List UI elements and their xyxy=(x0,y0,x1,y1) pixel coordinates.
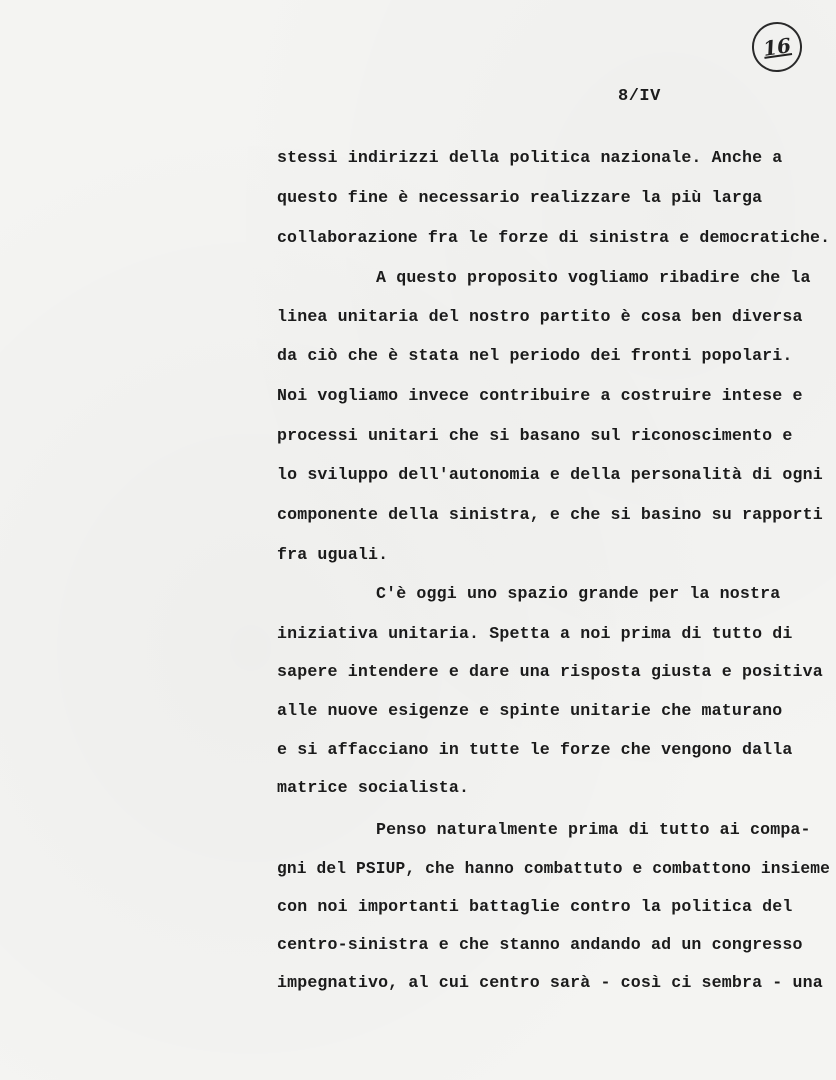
text-line: alle nuove esigenze e spinte unitarie che maturano xyxy=(277,701,783,720)
text-line: iniziativa unitaria. Spetta a noi prima di tutto di xyxy=(277,624,793,643)
text-line: gni del PSIUP, che hanno combattuto e combattono insieme xyxy=(277,859,831,878)
text-line: componente della sinistra, e che si basino su rapporti xyxy=(277,505,823,524)
text-line: stessi indirizzi della politica nazionale. Anche a xyxy=(277,148,783,167)
folio-stamp xyxy=(749,19,805,75)
folio-number: 16 xyxy=(761,33,793,61)
text-line: collaborazione fra le forze di sinistra e democratiche. xyxy=(277,228,831,247)
text-line: centro-sinistra e che stanno andando ad un congresso xyxy=(277,935,803,954)
text-line: linea unitaria del nostro partito è cosa ben diversa xyxy=(277,307,803,326)
text-line: matrice socialista. xyxy=(277,778,470,797)
text-line: lo sviluppo dell'autonomia e della personalità di ogni xyxy=(277,465,823,484)
text-line: e si affacciano in tutte le forze che vengono dalla xyxy=(277,740,793,759)
text-line: impegnativo, al cui centro sarà - così ci sembra - una xyxy=(277,973,823,992)
page-number: 8/IV xyxy=(618,87,661,106)
text-line: da ciò che è stata nel periodo dei fronti popolari. xyxy=(277,346,793,365)
text-line: C'è oggi uno spazio grande per la nostra xyxy=(376,584,781,603)
text-line: processi unitari che si basano sul riconoscimento e xyxy=(277,426,793,445)
text-line: Noi vogliamo invece contribuire a costruire intese e xyxy=(277,386,803,405)
text-line: questo fine è necessario realizzare la più larga xyxy=(277,188,763,207)
text-line: Penso naturalmente prima di tutto ai compa- xyxy=(376,820,811,839)
text-line: A questo proposito vogliamo ribadire che la xyxy=(376,268,811,287)
text-line: sapere intendere e dare una risposta giusta e positiva xyxy=(277,662,823,681)
text-line: con noi importanti battaglie contro la politica del xyxy=(277,897,793,916)
text-line: fra uguali. xyxy=(277,545,389,564)
